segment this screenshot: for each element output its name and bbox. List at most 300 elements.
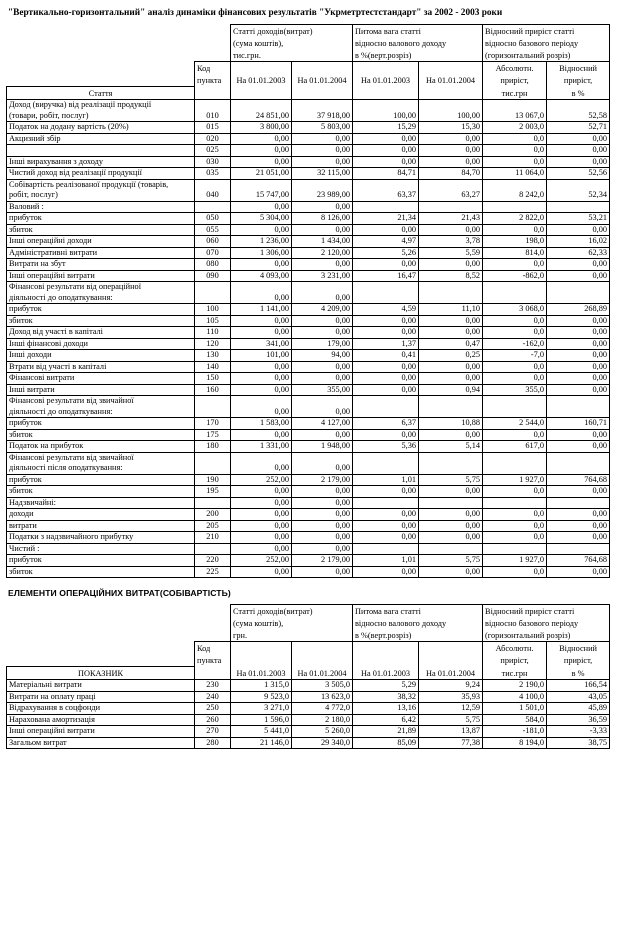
cell-empty [419, 452, 483, 463]
row-share-2003: 0,00 [353, 224, 419, 236]
table-row [7, 100, 610, 111]
row-share-2003: 1,01 [353, 555, 419, 567]
empty-cell [7, 74, 195, 87]
row-article: прибуток [7, 418, 195, 430]
row-code: 050 [195, 213, 231, 225]
row-article: Витрати на збут [7, 259, 195, 271]
row-sum-2004: 0,00 [292, 133, 353, 145]
row-article: Інші доходи [7, 350, 195, 362]
group2-header-sums-line1: Статті доходів(витрат) [231, 605, 353, 618]
row2-rel-growth: 166,54 [547, 680, 610, 692]
row-sum-2004: 0,00 [292, 201, 353, 213]
row-share-2003: 0,00 [353, 509, 419, 521]
row-share-2004: 0,00 [419, 145, 483, 157]
table2-header-row-2 [7, 617, 610, 629]
row-rel-growth [547, 463, 610, 474]
table-row [7, 373, 610, 385]
cell-empty [547, 179, 610, 190]
row-share-2004: 0,00 [419, 361, 483, 373]
page-title: "Вертикально-горизонтальний" аналіз динаміки фінансових результатів "Укрметртестстандарт" за 2002 - 2003 роки [8, 8, 503, 18]
empty-cell [7, 49, 195, 62]
row-sum-2003: 252,00 [231, 555, 292, 567]
row-sum-2003: 0,00 [231, 497, 292, 509]
table-row [7, 293, 610, 304]
table-row [7, 315, 610, 327]
row-share-2004: 10,88 [419, 418, 483, 430]
operating-costs-table [6, 604, 610, 749]
row-abs-growth [483, 407, 547, 418]
empty-cell [195, 617, 231, 629]
row-sum-2003: 0,00 [231, 361, 292, 373]
cell-empty [231, 396, 292, 407]
row-code [195, 293, 231, 304]
row-article: прибуток [7, 304, 195, 316]
row2-share-2003: 38,32 [353, 691, 419, 703]
row-article-cont: робіт, послуг) [7, 190, 195, 201]
row-share-2003: 15,29 [353, 122, 419, 134]
row-abs-growth: 1 927,0 [483, 555, 547, 567]
row-share-2004: 0,00 [419, 566, 483, 578]
cell-empty [292, 100, 353, 111]
row-sum-2004: 1 434,00 [292, 236, 353, 248]
row-sum-2004: 0,00 [292, 509, 353, 521]
row-sum-2003: 4 093,00 [231, 270, 292, 282]
row-abs-growth: 13 067,0 [483, 111, 547, 122]
row2-code: 280 [195, 737, 231, 749]
row-share-2004: 5,14 [419, 441, 483, 453]
row2-sum-2003: 9 523,0 [231, 691, 292, 703]
cell-empty [353, 282, 419, 293]
row-sum-2004: 0,00 [292, 315, 353, 327]
group2-header-growth-line1: Відносний приріст статті [483, 605, 610, 618]
table-row [7, 247, 610, 259]
table-row [7, 680, 610, 692]
row-abs-growth: 0,0 [483, 133, 547, 145]
row-share-2004: 15,30 [419, 122, 483, 134]
row-abs-growth: 0,0 [483, 224, 547, 236]
row-sum-2003: 1 236,00 [231, 236, 292, 248]
cell-empty [195, 396, 231, 407]
row-share-2004: 0,00 [419, 520, 483, 532]
row-sum-2004: 23 989,00 [292, 190, 353, 201]
row-share-2003: 0,00 [353, 532, 419, 544]
cell-empty [547, 282, 610, 293]
table-row [7, 532, 610, 544]
cell-empty [483, 282, 547, 293]
row-code: 175 [195, 429, 231, 441]
empty-cell [292, 642, 353, 655]
table-row [7, 168, 610, 180]
row2-sum-2004: 29 340,0 [292, 737, 353, 749]
row-article: прибуток [7, 474, 195, 486]
row-sum-2004: 0,00 [292, 429, 353, 441]
cell-empty [292, 282, 353, 293]
table-row [7, 486, 610, 498]
table-row [7, 497, 610, 509]
row-sum-2004: 5 803,00 [292, 122, 353, 134]
row-code: 070 [195, 247, 231, 259]
row-code: 030 [195, 156, 231, 168]
row2-sum-2004: 13 623,0 [292, 691, 353, 703]
row-rel-growth [547, 407, 610, 418]
row-code: 040 [195, 190, 231, 201]
row-sum-2004: 0,00 [292, 293, 353, 304]
table-row [7, 213, 610, 225]
row-share-2004 [419, 201, 483, 213]
financial-results-table [6, 24, 610, 578]
row2-rel-growth: 43,05 [547, 691, 610, 703]
row-rel-growth: 0,00 [547, 566, 610, 578]
row-article: Інші вирахування з доходу [7, 156, 195, 168]
table-row [7, 327, 610, 339]
row-sum-2004: 94,00 [292, 350, 353, 362]
cell-empty [195, 179, 231, 190]
row-sum-2003: 0,00 [231, 429, 292, 441]
row-share-2004: 0,00 [419, 532, 483, 544]
row-abs-growth: 0,0 [483, 486, 547, 498]
row-sum-2004: 0,00 [292, 532, 353, 544]
row-code [195, 201, 231, 213]
row-abs-growth: 8 242,0 [483, 190, 547, 201]
empty-cell [353, 62, 419, 75]
row-share-2003 [353, 497, 419, 509]
table2-head [7, 605, 610, 680]
empty-cell [231, 642, 292, 655]
row2-share-2004: 9,24 [419, 680, 483, 692]
row-sum-2004: 0,00 [292, 145, 353, 157]
col2-abs-line3: тис.грн [483, 667, 547, 680]
row-code: 060 [195, 236, 231, 248]
row-code: 120 [195, 338, 231, 350]
row-abs-growth [483, 201, 547, 213]
row-article: витрати [7, 520, 195, 532]
row-rel-growth: 0,00 [547, 259, 610, 271]
row-article: Інші фінансові доходи [7, 338, 195, 350]
row-abs-growth [483, 543, 547, 555]
row-rel-growth: 0,00 [547, 532, 610, 544]
row-article: Доход (виручка) від реалізації продукції [7, 100, 195, 111]
table-row [7, 691, 610, 703]
empty-cell [195, 37, 231, 49]
table2-body [7, 680, 610, 749]
row-abs-growth [483, 463, 547, 474]
empty-cell [195, 667, 231, 680]
row-abs-growth: 2 003,0 [483, 122, 547, 134]
row-article-cont: діяльності до оподаткування: [7, 407, 195, 418]
row-article: Валовий : [7, 201, 195, 213]
row2-article: Інші операційні витрати [7, 726, 195, 738]
row-article: Інші операційні доходи [7, 236, 195, 248]
row-sum-2004: 32 115,00 [292, 168, 353, 180]
row2-rel-growth: 36,59 [547, 714, 610, 726]
row-rel-growth: 764,68 [547, 555, 610, 567]
empty-cell [231, 654, 292, 667]
row-rel-growth: 52,58 [547, 111, 610, 122]
table-row [7, 350, 610, 362]
row-abs-growth: 0,0 [483, 315, 547, 327]
row-rel-growth: 52,56 [547, 168, 610, 180]
row-code: 180 [195, 441, 231, 453]
row-article [7, 145, 195, 157]
table-row [7, 133, 610, 145]
row-sum-2004: 4 209,00 [292, 304, 353, 316]
row-abs-growth: -7,0 [483, 350, 547, 362]
table-row [7, 384, 610, 396]
row-article: Собівартість реалізованої продукції (товарів, [7, 179, 195, 190]
cell-empty [292, 179, 353, 190]
row-rel-growth: 0,00 [547, 338, 610, 350]
row-rel-growth: 0,00 [547, 486, 610, 498]
row-rel-growth: 0,00 [547, 327, 610, 339]
row-code: 195 [195, 486, 231, 498]
row-abs-growth: 0,0 [483, 429, 547, 441]
cell-empty [195, 282, 231, 293]
row-rel-growth: 0,00 [547, 520, 610, 532]
group2-header-sums-line3: грн. [231, 629, 353, 642]
row-share-2003: 1,01 [353, 474, 419, 486]
row-sum-2003: 0,00 [231, 463, 292, 474]
row-article: Податки з надзвичайного прибутку [7, 532, 195, 544]
row-share-2004: 0,00 [419, 373, 483, 385]
row-rel-growth: 0,00 [547, 509, 610, 521]
row-share-2003 [353, 407, 419, 418]
row2-code: 240 [195, 691, 231, 703]
table-row [7, 122, 610, 134]
row-share-2004 [419, 497, 483, 509]
table-row [7, 201, 610, 213]
row-sum-2004: 0,00 [292, 407, 353, 418]
row2-sum-2003: 3 271,0 [231, 703, 292, 715]
row-share-2003: 0,00 [353, 486, 419, 498]
row-share-2004: 11,10 [419, 304, 483, 316]
row-code: 110 [195, 327, 231, 339]
table-header-row-3 [7, 49, 610, 62]
col2-code-line2: пункта [195, 654, 231, 667]
empty-cell [419, 62, 483, 75]
group-header-sums-line2: (сума коштів), [231, 37, 353, 49]
row-sum-2003: 5 304,00 [231, 213, 292, 225]
cell-empty [353, 396, 419, 407]
row-sum-2003: 0,00 [231, 532, 292, 544]
row-sum-2004: 8 126,00 [292, 213, 353, 225]
row-share-2003: 0,41 [353, 350, 419, 362]
row-rel-growth [547, 497, 610, 509]
row-sum-2004: 355,00 [292, 384, 353, 396]
row-rel-growth: 62,33 [547, 247, 610, 259]
row-sum-2003: 0,00 [231, 566, 292, 578]
row-sum-2003: 0,00 [231, 224, 292, 236]
row2-share-2003: 21,89 [353, 726, 419, 738]
empty-cell [353, 654, 419, 667]
empty-cell [7, 605, 195, 618]
row-code: 035 [195, 168, 231, 180]
row-article: Фінансові витрати [7, 373, 195, 385]
row-rel-growth: 0,00 [547, 270, 610, 282]
row-article: Втрати від участі в капіталі [7, 361, 195, 373]
row-article: Інші операційні витрати [7, 270, 195, 282]
row-code: 105 [195, 315, 231, 327]
empty-cell [231, 62, 292, 75]
group2-header-sums-line2: (сума коштів), [231, 617, 353, 629]
row-rel-growth: 53,21 [547, 213, 610, 225]
row-abs-growth: 11 064,0 [483, 168, 547, 180]
row-share-2004: 0,47 [419, 338, 483, 350]
row-code: 225 [195, 566, 231, 578]
group-header-growth-line1: Відносний приріст статті [483, 25, 610, 38]
row-share-2003: 21,34 [353, 213, 419, 225]
row-sum-2003: 0,00 [231, 315, 292, 327]
col-abs-line1: Абсолютн. [483, 62, 547, 75]
row-share-2003 [353, 543, 419, 555]
row-rel-growth: 52,71 [547, 122, 610, 134]
row-sum-2003: 0,00 [231, 156, 292, 168]
row-sum-2004: 2 179,00 [292, 555, 353, 567]
row-abs-growth: 814,0 [483, 247, 547, 259]
row-share-2004: 5,75 [419, 474, 483, 486]
row-code [195, 463, 231, 474]
cell-empty [231, 452, 292, 463]
group-header-growth-line2: відносно базового періоду [483, 37, 610, 49]
row-abs-growth: 2 544,0 [483, 418, 547, 430]
col2-abs-line2: приріст, [483, 654, 547, 667]
row-abs-growth: 0,0 [483, 327, 547, 339]
row-rel-growth: 0,00 [547, 315, 610, 327]
row-rel-growth: 0,00 [547, 145, 610, 157]
row-share-2003: 0,00 [353, 373, 419, 385]
empty-cell [292, 62, 353, 75]
group2-header-share-line2: відносно валового доходу [353, 617, 483, 629]
col2-rel-line2: приріст, [547, 654, 610, 667]
row-article: збиток [7, 486, 195, 498]
row-abs-growth: 0,0 [483, 566, 547, 578]
row-rel-growth [547, 293, 610, 304]
table-row [7, 224, 610, 236]
row-sum-2004: 0,00 [292, 543, 353, 555]
table2-header-row-3 [7, 629, 610, 642]
empty-cell [195, 605, 231, 618]
cell-empty [353, 100, 419, 111]
row-rel-growth [547, 201, 610, 213]
row-code: 015 [195, 122, 231, 134]
table-header-row-6 [7, 87, 610, 100]
row2-article: Загальом витрат [7, 737, 195, 749]
row2-rel-growth: 45,89 [547, 703, 610, 715]
table-header-row-5 [7, 74, 610, 87]
col2-rel-line1: Вiдносний [547, 642, 610, 655]
row-code: 190 [195, 474, 231, 486]
row-share-2004: 0,00 [419, 486, 483, 498]
table2-header-row-1 [7, 605, 610, 618]
row-article: Інші витрати [7, 384, 195, 396]
table-row [7, 737, 610, 749]
row-share-2003: 0,00 [353, 133, 419, 145]
empty-cell [195, 87, 231, 100]
row2-share-2003: 85,09 [353, 737, 419, 749]
row-share-2004: 5,59 [419, 247, 483, 259]
row-sum-2003: 341,00 [231, 338, 292, 350]
row-share-2003 [353, 293, 419, 304]
row-share-2004: 5,75 [419, 555, 483, 567]
table-row [7, 714, 610, 726]
table2-header-row-5 [7, 654, 610, 667]
row-sum-2003: 24 851,00 [231, 111, 292, 122]
group2-header-growth-line2: відносно базового періоду [483, 617, 610, 629]
empty-cell [419, 642, 483, 655]
row-article: Надзвичайні: [7, 497, 195, 509]
row-share-2003: 0,00 [353, 429, 419, 441]
table-row [7, 145, 610, 157]
row-sum-2003: 1 331,00 [231, 441, 292, 453]
row2-article: Матеріальні витрати [7, 680, 195, 692]
row-sum-2004: 0,00 [292, 361, 353, 373]
col2-rel-line3: в % [547, 667, 610, 680]
cell-empty [353, 452, 419, 463]
col-rel-line2: приріст, [547, 74, 610, 87]
row-share-2004 [419, 407, 483, 418]
col-code-line1: Код [195, 62, 231, 75]
row2-article: Витрати на оплату праці [7, 691, 195, 703]
row-abs-growth: -862,0 [483, 270, 547, 282]
row-article: Податок на додану вартість (20%) [7, 122, 195, 134]
table2-header-row-6 [7, 667, 610, 680]
row-abs-growth [483, 293, 547, 304]
table-row [7, 703, 610, 715]
row-share-2003: 0,00 [353, 361, 419, 373]
row-rel-growth: 0,00 [547, 350, 610, 362]
row-sum-2004: 0,00 [292, 156, 353, 168]
row-share-2003: 0,00 [353, 259, 419, 271]
cell-empty [483, 179, 547, 190]
row-share-2003: 0,00 [353, 315, 419, 327]
row-rel-growth: 0,00 [547, 361, 610, 373]
group-header-sums-line1: Статті доходів(витрат) [231, 25, 353, 38]
row-share-2004: 100,00 [419, 111, 483, 122]
row-article-cont: діяльності до оподаткування: [7, 293, 195, 304]
row-code: 150 [195, 373, 231, 385]
row-share-2003: 6,37 [353, 418, 419, 430]
row-code: 210 [195, 532, 231, 544]
row-share-2004 [419, 463, 483, 474]
cell-empty [231, 179, 292, 190]
row-sum-2003: 0,00 [231, 201, 292, 213]
row-share-2003: 100,00 [353, 111, 419, 122]
row-share-2004: 0,00 [419, 315, 483, 327]
row-share-2004: 0,00 [419, 429, 483, 441]
row-rel-growth: 0,00 [547, 373, 610, 385]
col-rel-line1: Вiдносний [547, 62, 610, 75]
row-share-2004: 0,00 [419, 156, 483, 168]
row-sum-2004: 3 231,00 [292, 270, 353, 282]
col-abs-line2: приріст, [483, 74, 547, 87]
cell-empty [195, 100, 231, 111]
col2-code-line1: Код [195, 642, 231, 655]
cell-empty [483, 100, 547, 111]
row-sum-2004: 0,00 [292, 486, 353, 498]
row-share-2003: 4,59 [353, 304, 419, 316]
row-sum-2004: 0,00 [292, 497, 353, 509]
row2-sum-2004: 5 260,0 [292, 726, 353, 738]
cell-empty [353, 179, 419, 190]
row-abs-growth [483, 497, 547, 509]
row-abs-growth: 0,0 [483, 259, 547, 271]
row-share-2003: 0,00 [353, 520, 419, 532]
row-code [195, 543, 231, 555]
row2-abs-growth: -181,0 [483, 726, 547, 738]
table-header-row-1 [7, 25, 610, 38]
row-sum-2004: 0,00 [292, 224, 353, 236]
row2-rel-growth: 38,75 [547, 737, 610, 749]
group-header-share-line2: відносно валового доходу [353, 37, 483, 49]
